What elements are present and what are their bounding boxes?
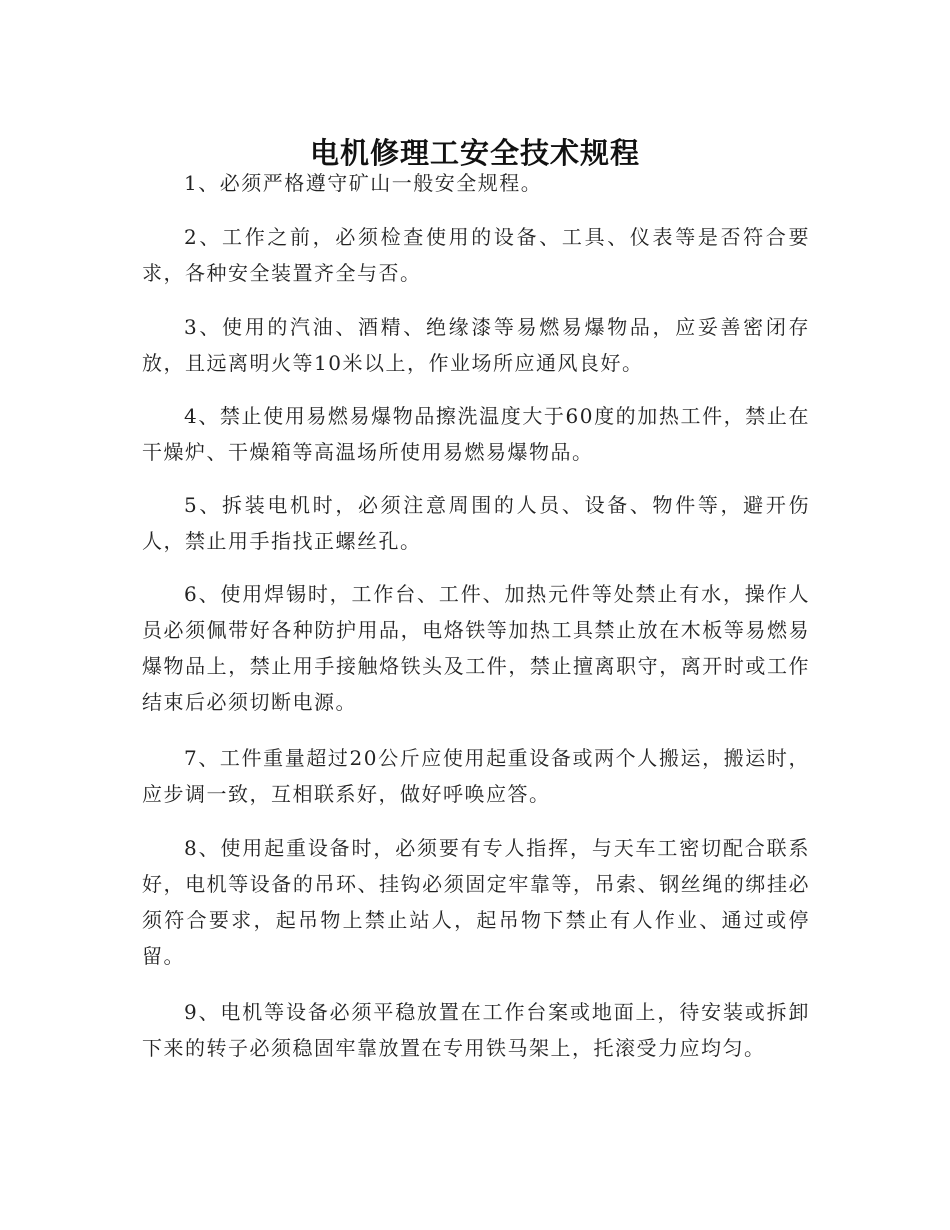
clause-3: 3、使用的汽油、酒精、绝缘漆等易燃易爆物品，应妥善密闭存放，且远离明火等10米以上，作业场所应通风良好。 (142, 315, 810, 375)
document-title: 电机修理工安全技术规程 (309, 136, 640, 171)
clause-7: 7、工件重量超过20公斤应使用起重设备或两个人搬运，搬运时，应步调一致，互相联系好，做好呼唤应答。 (142, 746, 810, 806)
clause-9: 9、电机等设备必须平稳放置在工作台案或地面上，待安装或拆卸下来的转子必须稳固牢靠放置在专用铁马架上，托滚受力应均匀。 (142, 1000, 810, 1060)
clause-4: 4、禁止使用易燃易爆物品擦洗温度大于60度的加热工件，禁止在干燥炉、干燥箱等高温场所使用易燃易爆物品。 (142, 404, 810, 464)
clause-5: 5、拆装电机时，必须注意周围的人员、设备、物件等，避开伤人，禁止用手指找正螺丝孔。 (142, 493, 810, 553)
clause-2: 2、工作之前，必须检查使用的设备、工具、仪表等是否符合要求，各种安全装置齐全与否。 (142, 225, 810, 285)
clause-6: 6、使用焊锡时，工作台、工件、加热元件等处禁止有水，操作人员必须佩带好各种防护用品，电烙铁等加热工具禁止放在木板等易燃易爆物品上，禁止用手接触烙铁头及工件，禁止擅离职守，离开时或工作结束后必须切断电源。 (142, 582, 810, 714)
clause-8: 8、使用起重设备时，必须要有专人指挥，与天车工密切配合联系好，电机等设备的吊环、挂钩必须固定牢靠等，吊索、钢丝绳的绑挂必须符合要求，起吊物上禁止站人，起吊物下禁止有人作业、通过或停留。 (142, 836, 810, 968)
clause-1: 1、必须严格遵守矿山一般安全规程。 (184, 171, 543, 195)
